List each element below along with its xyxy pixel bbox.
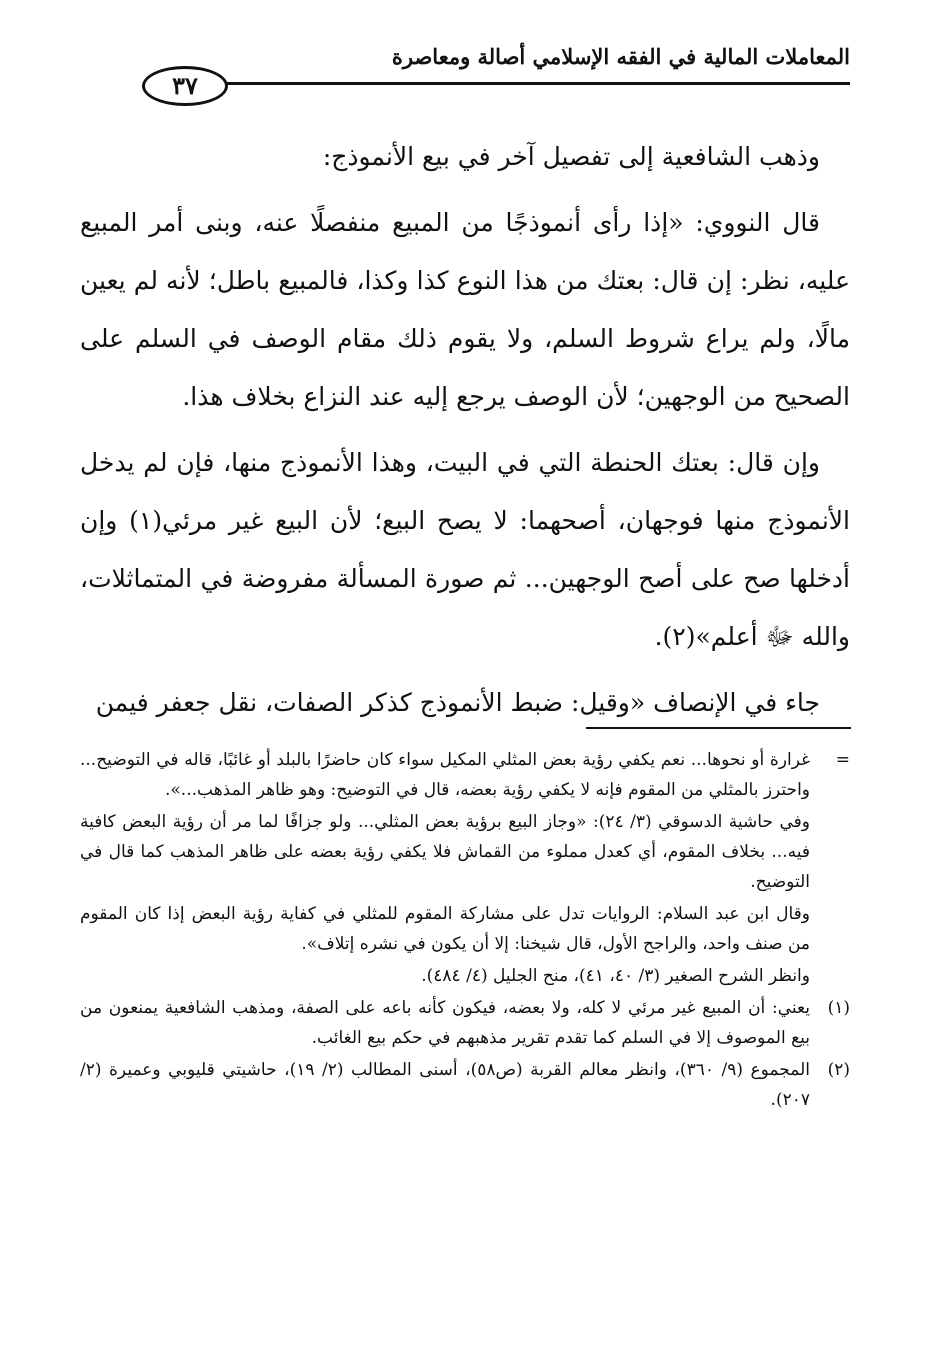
main-text [80, 128, 850, 740]
footnote-mark: (٢) [827, 1060, 850, 1080]
footnote-continuation [80, 745, 850, 805]
footnote-text: يعني: أن المبيع غير مرئي لا كله، ولا بعضه، فيكون كأنه باعه على الصفة، ومذهب الشافعية يمنعون من بيع الموصوف إلا في السلم كما تقدم تقرير مذهبهم في حكم بيع الغائب. [80, 998, 810, 1048]
paragraph: وإن قال: بعتك الحنطة التي في البيت، وهذا الأنموذج منها، فإن لم يدخل الأنموذج منها فوجهان، أصحهما: لا يصح البيع؛ لأن البيع غير مرئي(١) وإن أدخلها صح على أصح الوجهين... ثم صورة المسألة مفروضة في المتماثلات، والله ﷻ أعلم»(٢). [80, 448, 850, 651]
paragraph: جاء في الإنصاف «وقيل: ضبط الأنموذج كذكر الصفات، نقل جعفر فيمن [95, 688, 820, 717]
page-number: ٣٧ [142, 66, 228, 106]
header-rule [225, 82, 850, 85]
footnote-text: وانظر الشرح الصغير (٣/ ٤٠، ٤١)، منح الجليل (٤/ ٤٨٤). [421, 966, 810, 986]
book-title: المعاملات المالية في الفقه الإسلامي أصالة ومعاصرة [391, 44, 850, 69]
continuation-mark: = [835, 750, 850, 770]
footnote-mark: (١) [827, 998, 850, 1018]
page-header [130, 40, 850, 110]
footnote-1 [80, 993, 850, 1053]
footnote-text: وفي حاشية الدسوقي (٣/ ٢٤): «وجاز البيع برؤية بعض المثلي... ولو جزافًا لما مر أن رؤية البعض كافية فيه... بخلاف المقوم، أي كعدل مملوء من القماش فلا يكفي رؤية بعضه على ظاهر المذهب كما قال في التوضيح. [80, 812, 810, 892]
footnote-2 [80, 1055, 850, 1115]
footnotes [80, 745, 850, 1117]
paragraph: وذهب الشافعية إلى تفصيل آخر في بيع الأنموذج: [322, 142, 820, 171]
footnote-text: غرارة أو نحوها... نعم يكفي رؤية بعض المثلي المكيل سواء كان حاضرًا بالبلد أو غائبًا، قاله في التوضيح... واحترز بالمثلي من المقوم فإنه لا يكفي رؤية بعضه، قال في التوضيح: وهو ظاهر المذهب...». [80, 750, 810, 800]
paragraph: قال النووي: «إذا رأى أنموذجًا من المبيع منفصلًا عنه، وبنى أمر المبيع عليه، نظر: إن قال: بعتك من هذا النوع كذا وكذا، فالمبيع باطل؛ لأنه لم يعين مالًا، ولم يراع شروط السلم، ولا يقوم ذلك مقام الوصف في السلم على الصحيح من الوجهين؛ لأن الوصف يرجع إليه عند النزاع بخلاف هذا. [80, 208, 850, 411]
footnote-text: المجموع (٩/ ٣٦٠)، وانظر معالم القربة (ص٥٨)، أسنى المطالب (٢/ ١٩)، حاشيتي قليوبي وعميرة (٢/ ٢٠٧). [80, 1060, 810, 1110]
footnote-rule [586, 727, 851, 729]
footnote-text: وقال ابن عبد السلام: الروايات تدل على مشاركة المقوم للمثلي في كفاية رؤية البعض إذا كان المقوم من صنف واحد، والراجح الأول، قال شيخنا: إلا أن يكون في نشره إتلاف». [80, 904, 810, 954]
